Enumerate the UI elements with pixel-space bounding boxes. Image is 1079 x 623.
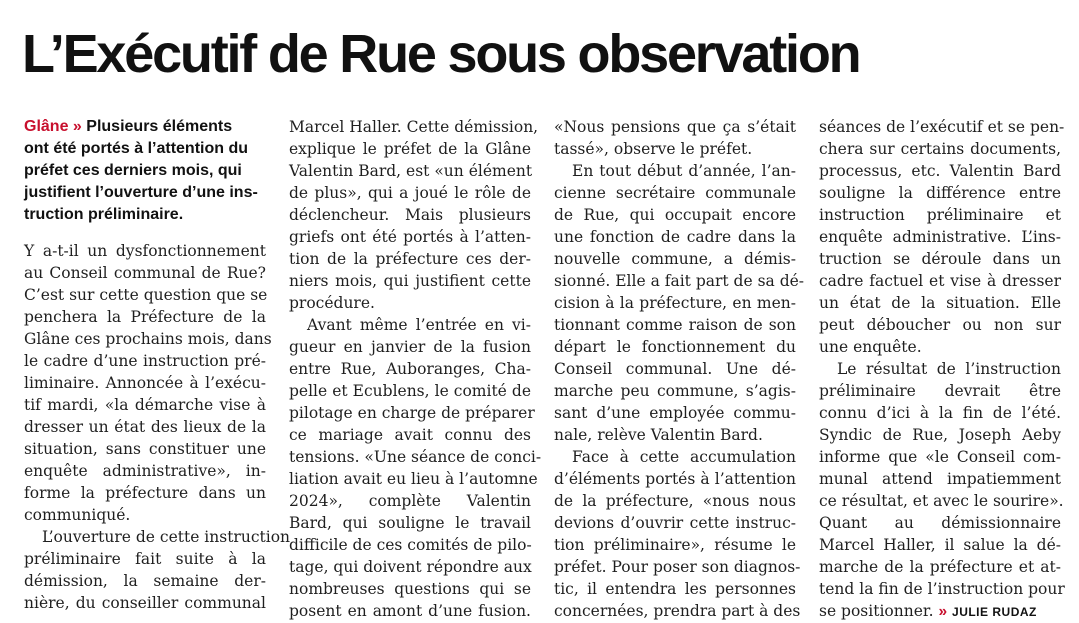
body-line: liation avait eu lieu à l’automne — [289, 470, 538, 488]
body-line: processus, etc. Valentin Bard — [819, 162, 1061, 180]
article-headline: L’Exécutif de Rue sous observation — [22, 24, 860, 84]
body-line: un état de la situation. Elle — [819, 294, 1061, 312]
body-line: Quant au démissionnaire — [819, 514, 1061, 532]
body-line: déclencheur. Mais plusieurs — [289, 206, 531, 224]
lead-line — [24, 116, 266, 138]
body-line: d’éléments portés à l’attention — [554, 470, 796, 488]
body-line: tion préliminaire», résume le — [554, 536, 796, 554]
body-line: tassé», observe le préfet. — [554, 140, 753, 158]
body-line: tion de la préfecture ces der- — [289, 250, 531, 268]
byline-line — [819, 600, 1061, 622]
body-line: tend la fin de l’instruction pour — [819, 580, 1065, 598]
body-line: préfet. Pour poser son diagnos- — [554, 558, 801, 576]
body-line: une enquête. — [819, 338, 922, 356]
body-line: Le résultat de l’instruction — [837, 360, 1061, 378]
body-line: marche peu commune, s’agis- — [554, 382, 796, 400]
body-line: nale, relève Valentin Bard. — [554, 426, 763, 444]
body-line: enquête administrative», in- — [24, 462, 266, 480]
author-name: JULIE RUDAZ — [952, 605, 1037, 619]
lead-line: truction préliminaire. — [24, 206, 184, 223]
body-line: Marcel Haller, il salue la dé- — [819, 536, 1061, 554]
body-line: le cadre d’une instruction pré- — [24, 352, 266, 370]
article-column-3 — [554, 116, 805, 622]
body-line: démission, la semaine der- — [24, 572, 266, 590]
body-line: procédure. — [289, 294, 375, 312]
body-line: départ le fonctionnement du — [554, 338, 796, 356]
body-line: Glâne ces prochains mois, dans — [24, 330, 272, 348]
byline-arrows: » — [938, 603, 948, 620]
body-line: Marcel Haller. Cette démission, — [289, 118, 539, 136]
body-line: peut déboucher ou non sur — [819, 316, 1061, 334]
body-line: dresser un état des lieux de la — [24, 418, 266, 436]
body-line: communiqué. — [24, 506, 131, 524]
body-line: souligne la différence entre — [819, 184, 1061, 202]
body-line: une fonction de cadre dans la — [554, 228, 796, 246]
body-line: Syndic de Rue, Joseph Aeby — [819, 426, 1061, 444]
body-line: enquête administrative. L’ins- — [819, 228, 1061, 246]
body-line: informe que «le Conseil com- — [819, 448, 1061, 466]
body-line: griefs ont été portés à l’atten- — [289, 228, 531, 246]
body-line: au Conseil communal de Rue? — [24, 264, 266, 282]
body-line: Conseil communal. Une dé- — [554, 360, 796, 378]
kicker-label: Glâne — [24, 118, 69, 135]
article-column-1 — [24, 116, 291, 614]
body-line: préliminaire fait suite à la — [24, 550, 266, 568]
body-line: posent en amont d’une fusion. — [289, 602, 531, 620]
body-line: gueur en janvier de la fusion — [289, 338, 531, 356]
body-line: pelle et Ecublens, le comité de — [289, 382, 531, 400]
body-line: niers mois, qui justifient cette — [289, 272, 531, 290]
body-line: ce mariage avait connu des — [289, 426, 531, 444]
body-line: L’ouverture de cette instruction — [42, 528, 291, 546]
body-line: marche de la préfecture et at- — [819, 558, 1061, 576]
body-line: tif mardi, «la démarche vise à — [24, 396, 266, 414]
body-line: instruction préliminaire et — [819, 206, 1061, 224]
body-line-end: se positionner. — [819, 602, 934, 620]
body-line: C’est sur cette question que se — [24, 286, 268, 304]
body-line: de plus», qui a joué le rôle de — [289, 184, 531, 202]
body-line: 2024», complète Valentin — [289, 492, 531, 510]
body-line: entre Rue, Auboranges, Cha- — [289, 360, 531, 378]
body-line: Y a-t-il un dysfonctionnement — [24, 242, 266, 260]
body-line: truction se déroule dans un — [819, 250, 1061, 268]
body-line: cision à la préfecture, en men- — [554, 294, 796, 312]
body-line: chera sur certains documents, — [819, 140, 1061, 158]
body-line: tic, il entendra les personnes — [554, 580, 796, 598]
body-line: explique le préfet de la Glâne — [289, 140, 531, 158]
body-line: nombreuses questions qui se — [289, 580, 531, 598]
body-line: «Nous pensions que ça s’était — [554, 118, 796, 136]
body-line: nouvelle commune, a démis- — [554, 250, 796, 268]
body-line: Valentin Bard, est «un élément — [289, 162, 533, 180]
body-line: Face à cette accumulation — [572, 448, 796, 466]
body-line: Avant même l’entrée en vi- — [307, 316, 531, 334]
lead-line: préfet ces derniers mois, qui — [24, 162, 242, 179]
body-line: tage, qui doivent répondre aux — [289, 558, 532, 576]
body-line: de la préfecture, «nous nous — [554, 492, 796, 510]
body-line: difficile de ces comités de pilo- — [289, 536, 532, 554]
body-line: penchera la Préfecture de la — [24, 308, 266, 326]
article-column-2 — [289, 116, 542, 622]
lead-text: Plusieurs éléments — [86, 118, 233, 135]
body-line: liminaire. Annoncée à l’exécu- — [24, 374, 266, 392]
body-line: Bard, qui souligne le travail — [289, 514, 531, 532]
body-line: devions d’ouvrir cette instruc- — [554, 514, 796, 532]
body-line: cienne secrétaire communale — [554, 184, 796, 202]
body-line: cadre factuel et vise à dresser — [819, 272, 1061, 290]
body-line: tensions. «Une séance de conci- — [289, 448, 542, 466]
body-line: préliminaire devrait être — [819, 382, 1061, 400]
body-line: munal attend impatiemment — [819, 470, 1061, 488]
body-line: pilotage en charge de préparer — [289, 404, 535, 422]
body-line: séances de l’exécutif et se pen- — [819, 118, 1065, 136]
body-line: sionné. Elle a fait part de sa dé- — [554, 272, 805, 290]
body-line: concernées, prendra part à des — [554, 602, 801, 620]
body-line: connu d’ici à la fin de l’été. — [819, 404, 1061, 422]
kicker-arrows: » — [72, 118, 82, 135]
body-line: forme la préfecture dans un — [24, 484, 266, 502]
body-line: de Rue, qui occupait encore — [554, 206, 796, 224]
body-line: sant d’une employée commu- — [554, 404, 796, 422]
article-column-4 — [819, 116, 1065, 622]
lead-line: justifient l’ouverture d’une ins- — [24, 184, 258, 201]
body-line: situation, sans constituer une — [24, 440, 266, 458]
body-line: ce résultat, et avec le sourire». — [819, 492, 1064, 510]
body-line: nière, du conseiller communal — [24, 594, 266, 612]
lead-line: ont été portés à l’attention du — [24, 140, 249, 157]
body-line: tionnant comme raison de son — [554, 316, 796, 334]
body-line: En tout début d’année, l’an- — [572, 162, 796, 180]
